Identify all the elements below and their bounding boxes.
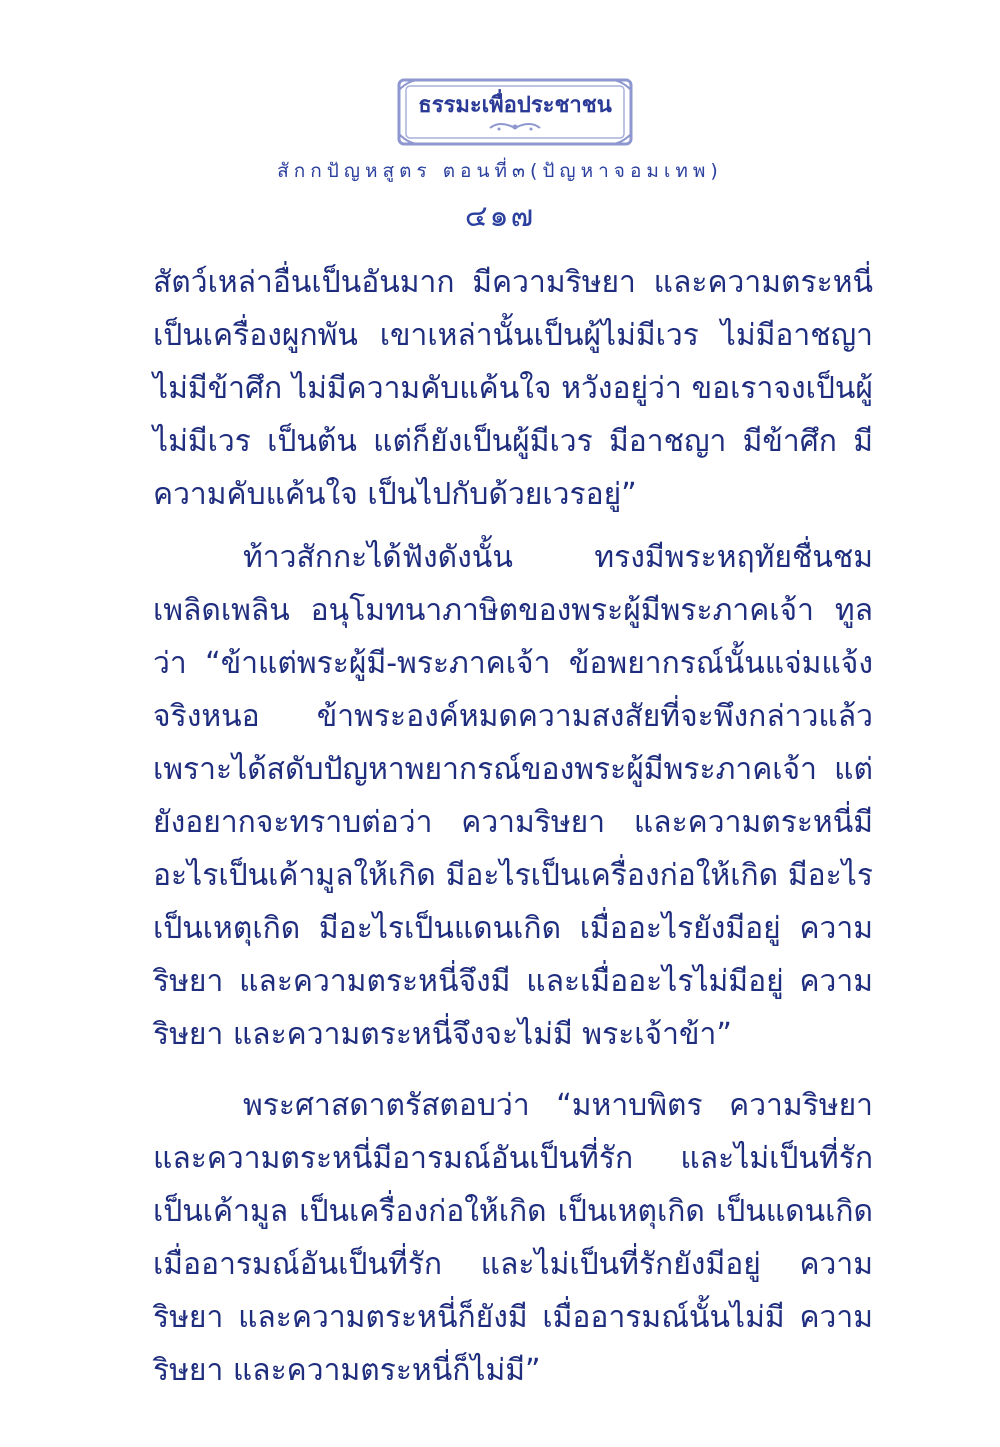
body-text	[153, 256, 873, 1397]
logo-text: ธรรมะเพื่อประชาชน	[418, 93, 612, 118]
paragraph-1: สัตว์เหล่าอื่นเป็นอันมาก มีความริษยา และความตระหนี่เป็นเครื่องผูกพัน เขาเหล่านั้นเป็นผู้ไม่มีเวร ไม่มีอาชญา ไม่มีข้าศึก ไม่มีความคับแค้นใจ หวังอยู่ว่า ขอเราจงเป็นผู้ไม่มีเวร เป็นต้น แต่ก็ยังเป็นผู้มีเวร มีอาชญา มีข้าศึก มีความคับแค้นใจ เป็นไปกับด้วยเวรอยู่”	[153, 265, 873, 512]
chapter-subtitle: สักกปัญหสูตร ตอนที่๓(ปัญหาจอมเทพ)	[277, 160, 723, 182]
logo-emblem	[395, 76, 635, 148]
paragraph-2: ท้าวสักกะได้ฟังดังนั้น ทรงมีพระหฤทัยชื่นชม เพลิดเพลิน อนุโมทนาภาษิตของพระผู้มีพระภาคเจ้า ทูลว่า “ข้าแต่พระผู้มี-พระภาคเจ้า ข้อพยากรณ์นั้นแจ่มแจ้งจริงหนอ ข้าพระองค์หมดความสงสัยที่จะพึงกล่าวแล้ว เพราะได้สดับปัญหาพยากรณ์ของพระผู้มีพระภาคเจ้า แต่ยังอยากจะทราบต่อว่า ความริษยา และความตระหนี่มีอะไรเป็นเค้ามูลให้เกิด มีอะไรเป็นเครื่องก่อให้เกิด มีอะไรเป็นเหตุเกิด มีอะไรเป็นแดนเกิด เมื่ออะไรยังมีอยู่ ความริษยา และความตระหนี่จึงมี และเมื่ออะไรไม่มีอยู่ ความริษยา และความตระหนี่จึงจะไม่มี พระเจ้าข้า”	[153, 540, 873, 1052]
page-number: ๔๑๗	[464, 199, 536, 234]
paragraph-3: พระศาสดาตรัสตอบว่า “มหาบพิตร ความริษยา และความตระหนี่มีอารมณ์อันเป็นที่รัก และไม่เป็นที่รักเป็นเค้ามูล เป็นเครื่องก่อให้เกิด เป็นเหตุเกิด เป็นแดนเกิด เมื่ออารมณ์อันเป็นที่รัก และไม่เป็นที่รักยังมีอยู่ ความริษยา และความตระหนี่ก็ยังมี เมื่ออารมณ์นั้นไม่มี ความริษยา และความตระหนี่ก็ไม่มี”	[153, 1088, 873, 1388]
